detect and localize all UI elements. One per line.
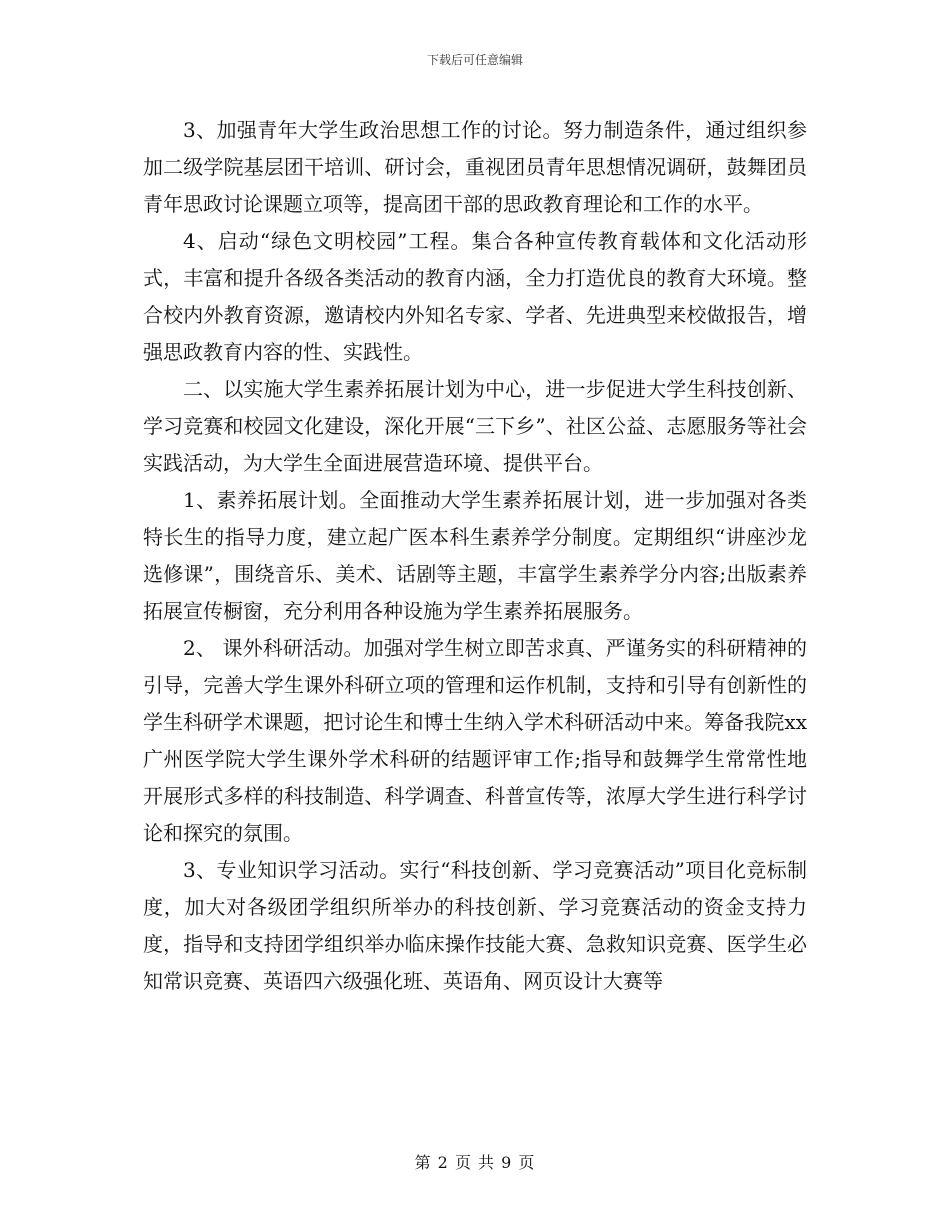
paragraph-3: 二、以实施大学生素养拓展计划为中心，进一步促进大学生科技创新、学习竞赛和校园文化建设，深化开展“三下乡”、社区公益、志愿服务等社会实践活动，为大学生全面进展营造环境、提供平台。 [143, 377, 807, 475]
page-number-footer: 第 2 页 共 9 页 [414, 1153, 536, 1172]
paragraph-2: 4、启动“绿色文明校园”工程。集合各种宣传教育载体和文化活动形式，丰富和提升各级各类活动的教育内涵，全力打造优良的教育大环境。整合校内外教育资源，邀请校内外知名专家、学者、先进典型来校做报告，增强思政教育内容的性、实践性。 [143, 229, 807, 364]
paragraph-6: 3、专业知识学习活动。实行“科技创新、学习竞赛活动”项目化竞标制度，加大对各级团学组织所举办的科技创新、学习竞赛活动的资金支持力度，指导和支持团学组织举办临床操作技能大赛、急救知识竞赛、医学生必知常识竞赛、英语四六级强化班、英语角、网页设计大赛等 [143, 858, 807, 993]
document-body [143, 112, 807, 1000]
paragraph-5: 2、 课外科研活动。加强对学生树立即苦求真、严谨务实的科研精神的引导，完善大学生课外科研立项的管理和运作机制，支持和引导有创新性的学生科研学术课题，把讨论生和博士生纳入学术科研活动中来。筹备我院xx广州医学院大学生课外学术科研的结题评审工作;指导和鼓舞学生常常性地开展形式多样的科技制造、科学调查、科普宣传等，浓厚大学生进行科学讨论和探究的氛围。 [143, 636, 807, 845]
paragraph-1: 3、加强青年大学生政治思想工作的讨论。努力制造条件，通过组织参加二级学院基层团干培训、研讨会，重视团员青年思想情况调研，鼓舞团员青年思政讨论课题立项等，提高团干部的思政教育理论和工作的水平。 [143, 118, 807, 216]
page-header-note: 下载后可任意编辑 [426, 53, 523, 67]
paragraph-4: 1、素养拓展计划。全面推动大学生素养拓展计划，进一步加强对各类特长生的指导力度，建立起广医本科生素养学分制度。定期组织“讲座沙龙选修课”，围绕音乐、美术、话剧等主题，丰富学生素养学分内容;出版素养拓展宣传橱窗，充分利用各种设施为学生素养拓展服务。 [143, 488, 807, 623]
